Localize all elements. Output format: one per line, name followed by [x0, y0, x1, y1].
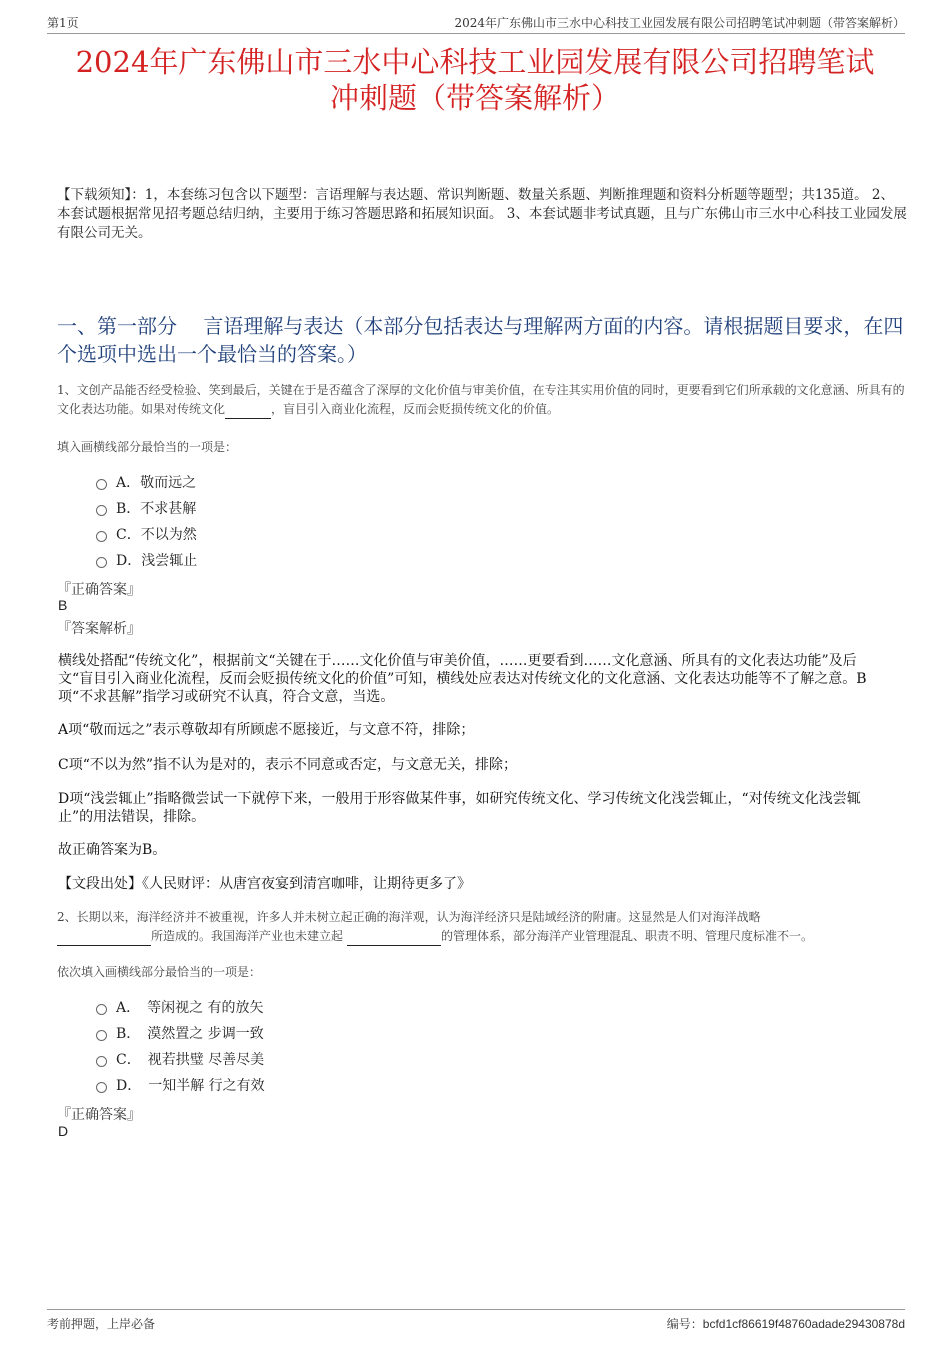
q1-option-c[interactable]: C．不以为然: [96, 524, 197, 544]
radio-icon[interactable]: [96, 479, 107, 490]
section-heading: 一、第一部分 言语理解与表达（本部分包括表达与理解两方面的内容。请根据题目要求，在四个选项中选出一个最恰当的答案。）: [57, 314, 904, 366]
q2-option-b[interactable]: B． 漠然置之 步调一致: [96, 1023, 264, 1043]
q1-option-a[interactable]: A．敬而远之: [96, 472, 196, 492]
question-2-prompt: 依次填入画横线部分最恰当的一项是：: [57, 965, 262, 979]
q1-analysis-option-a: A项“敬而远之”表示尊敬却有所顾虑不愿接近，与文意不符，排除；: [58, 722, 475, 738]
question-2-stem: 2、长期以来，海洋经济并不被重视，许多人并未树立起正确的海洋观，认为海洋经济只是陆域经济的附庸。这显然是人们对海洋战略 所造成的。我国海洋产业也未建立起 的管理体系，部分海洋产业管理混乱、职责不明、管理尺度标准不一。: [57, 908, 907, 946]
q1-option-d[interactable]: D．浅尝辄止: [96, 550, 197, 570]
footer-code: 编号：bcfd1cf86619f48760adade29430878d: [666, 1317, 905, 1331]
fill-blank: [347, 945, 441, 946]
footer-divider: [47, 1309, 905, 1310]
q1-conclusion: 故正确答案为B。: [58, 842, 167, 858]
q2-answer-label: 『正确答案』: [57, 1107, 141, 1123]
radio-icon[interactable]: [96, 531, 107, 542]
header-divider: [47, 33, 905, 34]
fill-blank: [57, 945, 151, 946]
document-title: [40, 44, 910, 116]
q1-source: 【文段出处】《人民财评：从唐宫夜宴到清宫咖啡，让期待更多了》: [58, 876, 471, 892]
q1-analysis-label: 『答案解析』: [57, 621, 141, 637]
q1-analysis-paragraph: 横线处搭配“传统文化”，根据前文“关键在于……文化价值与审美价值，……更要看到……文化意涵、所具有的文化表达功能”及后文“盲目引入商业化流程，反而会贬损传统文化的价值”可知，横线处应表达对传统文化的文化意涵、文化表达功能等不了解之意。B项“不求甚解”指学习或研究不认真，符合文意，当选。: [58, 653, 867, 705]
q1-answer: B: [58, 597, 68, 613]
title-line-1: 2024年广东佛山市三水中心科技工业园发展有限公司招聘笔试: [75, 45, 875, 79]
q2-option-c[interactable]: C． 视若拱璧 尽善尽美: [96, 1049, 264, 1069]
radio-icon[interactable]: [96, 1030, 107, 1041]
q2-option-a[interactable]: A． 等闲视之 有的放矢: [96, 997, 264, 1017]
q1-analysis-option-c: C项“不以为然”指不认为是对的，表示不同意或否定，与文意无关，排除；: [58, 757, 518, 773]
question-1-stem: 1、文创产品能否经受检验、笑到最后，关键在于是否蕴含了深厚的文化价值与审美价值，在专注其实用价值的同时，更要看到它们所承载的文化意涵、所具有的文化表达功能。如果对传统文化 ，盲目引入商业化流程，反而会贬损传统文化的价值。: [57, 381, 907, 419]
radio-icon[interactable]: [96, 505, 107, 516]
q1-option-b[interactable]: B．不求甚解: [96, 498, 196, 518]
footer-slogan: 考前押题，上岸必备: [47, 1317, 156, 1331]
q2-option-d[interactable]: D． 一知半解 行之有效: [96, 1075, 265, 1095]
radio-icon[interactable]: [96, 1004, 107, 1015]
radio-icon[interactable]: [96, 1082, 107, 1093]
q1-analysis-option-d: D项“浅尝辄止”指略微尝试一下就停下来，一般用于形容做某件事，如研究传统文化、学习传统文化浅尝辄止，“对传统文化浅尝辄止”的用法错误，排除。: [58, 791, 861, 825]
radio-icon[interactable]: [96, 1056, 107, 1067]
q1-answer-label: 『正确答案』: [57, 582, 141, 598]
title-line-2: 冲刺题（带答案解析）: [329, 81, 620, 115]
fill-blank: [225, 418, 271, 419]
q2-answer: D: [58, 1123, 69, 1139]
radio-icon[interactable]: [96, 557, 107, 568]
page-number: 第1页: [47, 16, 79, 30]
download-notice: 【下载须知】：1，本套练习包含以下题型：言语理解与表达题、常识判断题、数量关系题、判断推理题和资料分析题等题型；共135道。 2、本套试题根据常见招考题总结归纳，主要用于练习答题思路和拓展知识面。 3、本套试题非考试真题，且与广东佛山市三水中心科技工业园发展有限公司无关。: [57, 187, 907, 241]
header-doc-title: 2024年广东佛山市三水中心科技工业园发展有限公司招聘笔试冲刺题（带答案解析）: [454, 16, 905, 30]
question-1-prompt: 填入画横线部分最恰当的一项是：: [57, 440, 238, 454]
